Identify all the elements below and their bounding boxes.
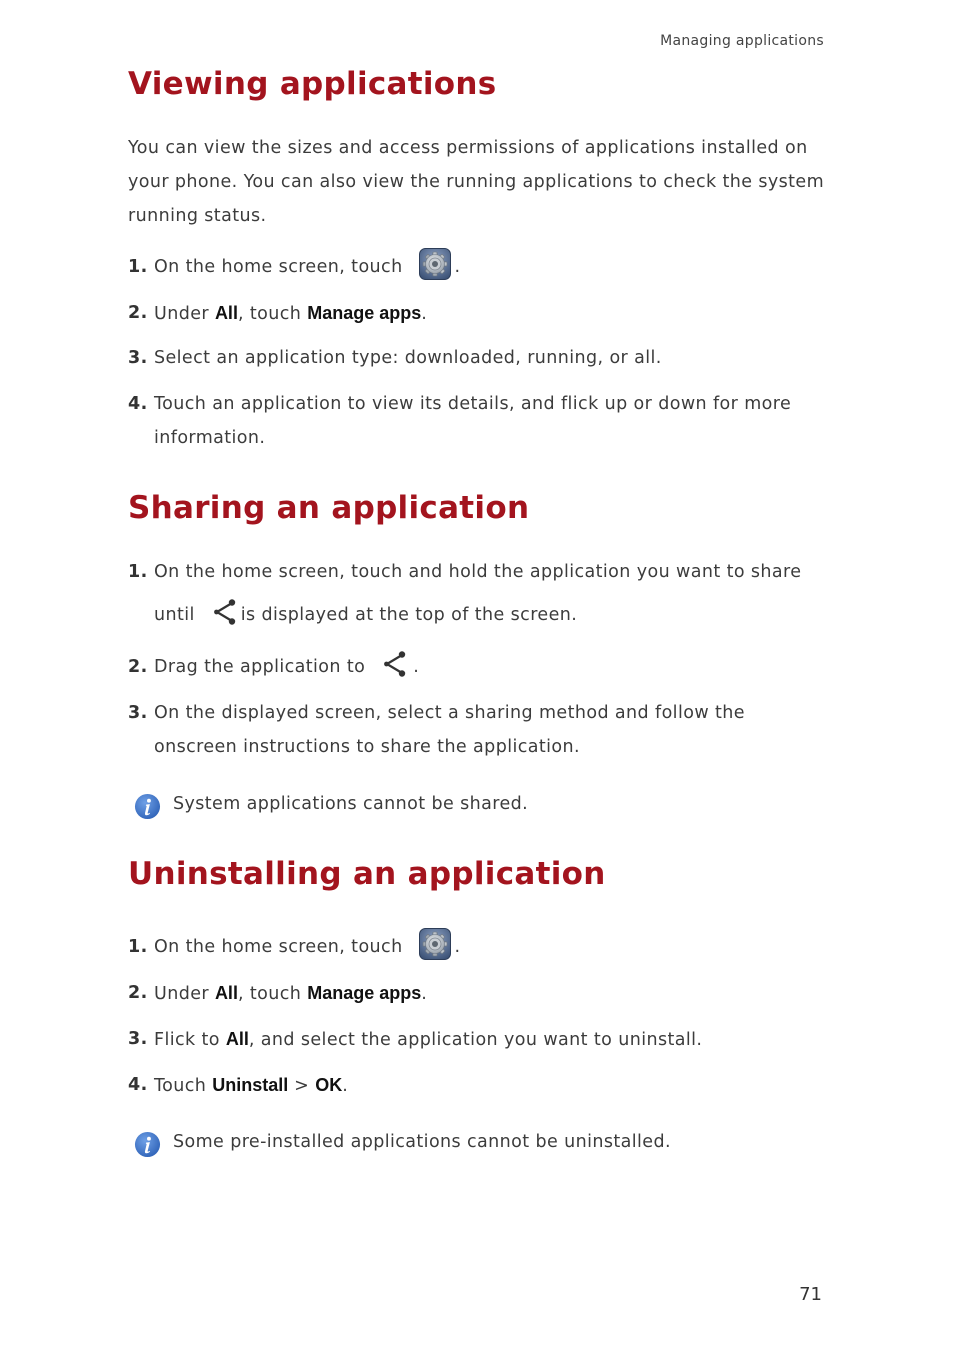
ui-term-uninstall: Uninstall [212, 1075, 289, 1095]
sharing-step-3 [128, 696, 828, 764]
ui-term-all: All [225, 1029, 249, 1049]
step-text: until [154, 605, 195, 625]
uninstall-step-3 [128, 1022, 828, 1057]
step-text: > [288, 1076, 316, 1096]
step-text: On the home screen, touch [154, 257, 403, 277]
section-title-uninstalling: Uninstalling an application [128, 856, 606, 892]
step-text: On the home screen, touch and hold the application you want to share [154, 562, 802, 582]
section-title-viewing: Viewing applications [128, 66, 497, 102]
viewing-step-3 [128, 341, 828, 375]
step-number: 2. [128, 983, 148, 1003]
note-sharing [134, 792, 528, 816]
uninstall-step-2 [128, 976, 828, 1011]
step-text: . [342, 1076, 349, 1096]
step-text: Touch an application to view its details, and flick up or down for more information. [154, 394, 792, 448]
sharing-step-1 [128, 555, 828, 632]
note-text: Some pre-installed applications cannot be uninstalled. [173, 1132, 671, 1152]
viewing-intro: You can view the sizes and access permissions of applications installed on your phone. You can also view the running applications to check the system running status. [128, 138, 825, 226]
step-text: , touch [237, 984, 308, 1004]
step-number: 4. [128, 394, 148, 414]
step-number: 3. [128, 1029, 148, 1049]
step-text: is displayed at the top of the screen. [240, 605, 578, 625]
step-text: Under [154, 304, 215, 324]
uninstall-step-4 [128, 1068, 828, 1103]
note-uninstalling [134, 1130, 671, 1154]
share-icon [381, 650, 409, 678]
section-title-sharing: Sharing an application [128, 490, 530, 526]
step-text: . [421, 984, 428, 1004]
info-icon [134, 793, 161, 820]
step-text: On the home screen, touch [154, 937, 403, 957]
step-text: Select an application type: downloaded, running, or all. [154, 348, 662, 368]
step-text: . [421, 304, 428, 324]
step-text: , and select the application you want to uninstall. [248, 1030, 703, 1050]
step-text: Under [154, 984, 215, 1004]
step-number: 3. [128, 348, 148, 368]
step-text-after: . [454, 257, 461, 277]
settings-gear-icon [419, 248, 451, 280]
ui-term-ok: OK [315, 1075, 343, 1095]
share-icon [211, 598, 239, 626]
settings-gear-icon [419, 928, 451, 960]
step-text: Touch [154, 1076, 213, 1096]
step-number: 3. [128, 703, 148, 723]
step-number: 2. [128, 303, 148, 323]
viewing-step-2 [128, 296, 828, 331]
step-number: 2. [128, 657, 148, 677]
step-text-after: . [413, 657, 420, 677]
step-text: Flick to [154, 1030, 226, 1050]
step-text: On the displayed screen, select a sharing method and follow the onscreen instructions to share the application. [154, 703, 745, 757]
step-number: 1. [128, 562, 148, 582]
viewing-step-1 [128, 250, 828, 284]
viewing-step-4 [128, 387, 828, 455]
ui-term-manage-apps: Manage apps [307, 983, 422, 1003]
info-icon [134, 1131, 161, 1158]
step-number: 4. [128, 1075, 148, 1095]
sharing-step-2 [128, 650, 828, 684]
step-number: 1. [128, 257, 148, 277]
step-text: Drag the application to [154, 657, 366, 677]
ui-term-manage-apps: Manage apps [307, 303, 422, 323]
step-text-after: . [454, 937, 461, 957]
step-number: 1. [128, 937, 148, 957]
ui-term-all: All [214, 303, 238, 323]
running-header: Managing applications [660, 33, 824, 49]
ui-term-all: All [214, 983, 238, 1003]
uninstall-step-1 [128, 930, 828, 964]
note-text: System applications cannot be shared. [173, 794, 529, 814]
step-text: , touch [237, 304, 308, 324]
page-number: 71 [799, 1284, 822, 1305]
